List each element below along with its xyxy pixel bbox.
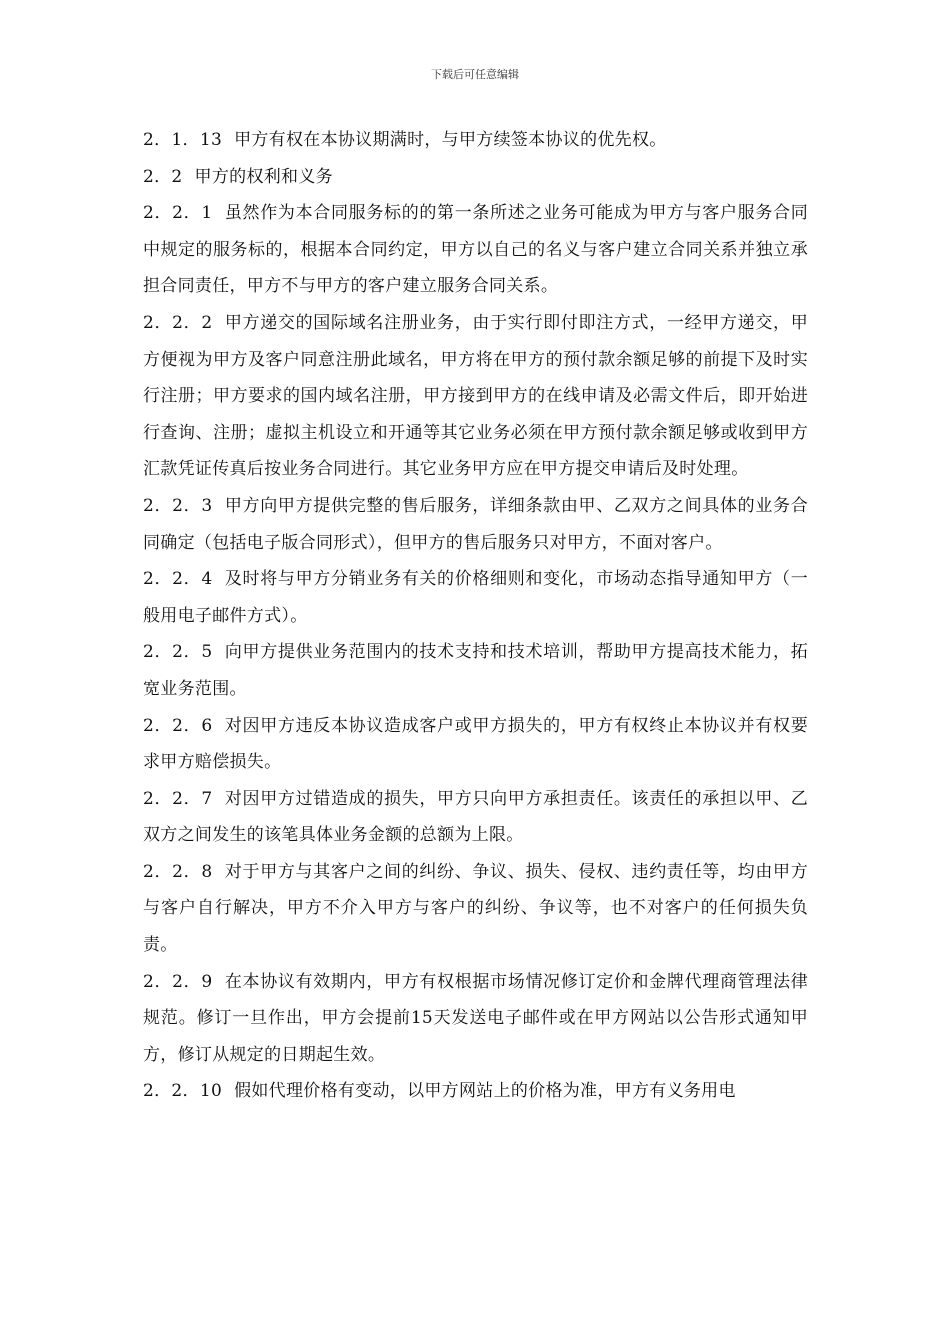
clause-text: 向甲方提供业务范围内的技术支持和技术培训，帮助甲方提高技术能力，拓宽业务范围。	[143, 642, 808, 699]
clause-text: 假如代理价格有变动，以甲方网站上的价格为准，甲方有义务用电	[234, 1081, 736, 1102]
clause-number: 2．2．10	[143, 1081, 223, 1102]
document-body	[143, 122, 808, 1110]
header-note: 下载后可任意编辑	[431, 68, 519, 81]
clause-number: 2．2．2	[143, 312, 213, 333]
clause-number: 2．2．4	[143, 569, 213, 590]
clause-text: 甲方向甲方提供完整的售后服务，详细条款由甲、乙双方之间具体的业务合同确定（包括电子版合同形式），但甲方的售后服务只对甲方，不面对客户。	[143, 495, 808, 553]
clause-2-2-6	[143, 708, 808, 781]
clause-text: 及时将与甲方分销业务有关的价格细则和变化，市场动态指导通知甲方（一般用电子邮件方式）。	[143, 569, 808, 626]
clause-text: 虽然作为本合同服务标的的第一条所述之业务可能成为甲方与客户服务合同中规定的服务标的，根据本合同约定，甲方以自己的名义与客户建立合同关系并独立承担合同责任，甲方不与甲方的客户建立服务合同关系。	[143, 203, 808, 297]
clause-number: 2．2．1	[143, 203, 213, 224]
clause-number: 2．1．13	[143, 130, 223, 150]
clause-2-2-9	[143, 964, 808, 1074]
clause-number: 2．2．6	[143, 715, 213, 736]
clause-number: 2．2．5	[143, 642, 213, 663]
clause-text: 在本协议有效期内，甲方有权根据市场情况修订定价和金牌代理商管理法律规范。修订一旦作出，甲方会提前15天发送电子邮件或在甲方网站以公告形式通知甲方，修订从规定的日期起生效。	[143, 971, 808, 1065]
clause-2-2-10	[143, 1073, 808, 1110]
clause-number: 2．2．9	[143, 971, 213, 992]
clause-text: 甲方递交的国际域名注册业务，由于实行即付即注方式，一经甲方递交，甲方便视为甲方及客户同意注册此域名，甲方将在甲方的预付款余额足够的前提下及时实行注册；甲方要求的国内域名注册，甲方接到甲方的在线申请及必需文件后，即开始进行查询、注册；虚拟主机设立和开通等其它业务必须在甲方预付款余额足够或收到甲方汇款凭证传真后按业务合同进行。其它业务甲方应在甲方提交申请后及时处理。	[143, 312, 808, 480]
clause-text: 对因甲方过错造成的损失，甲方只向甲方承担责任。该责任的承担以甲、乙双方之间发生的该笔具体业务金额的总额为上限。	[143, 788, 808, 846]
clause-2-2-3	[143, 488, 808, 561]
clause-text: 对于甲方与其客户之间的纠纷、争议、损失、侵权、违约责任等，均由甲方与客户自行解决，甲方不介入甲方与客户的纠纷、争议等，也不对客户的任何损失负责。	[143, 861, 808, 956]
clause-text: 对因甲方违反本协议造成客户或甲方损失的，甲方有权终止本协议并有权要求甲方赔偿损失。	[143, 715, 808, 773]
clause-number: 2．2．8	[143, 861, 213, 882]
clause-2-2-2	[143, 305, 808, 488]
clause-text: 甲方有权在本协议期满时，与甲方续签本协议的优先权。	[234, 130, 667, 150]
clause-2-2-8	[143, 854, 808, 964]
clause-2-1-13	[143, 122, 808, 159]
clause-number: 2．2．7	[143, 788, 213, 809]
clause-number: 2．2．3	[143, 495, 213, 516]
section-2-2-heading	[143, 159, 808, 196]
clause-2-2-7	[143, 781, 808, 854]
clause-2-2-4	[143, 561, 808, 634]
clause-number: 2．2	[143, 166, 183, 187]
clause-2-2-1	[143, 195, 808, 305]
clause-text: 甲方的权利和义务	[194, 166, 333, 187]
clause-2-2-5	[143, 634, 808, 707]
